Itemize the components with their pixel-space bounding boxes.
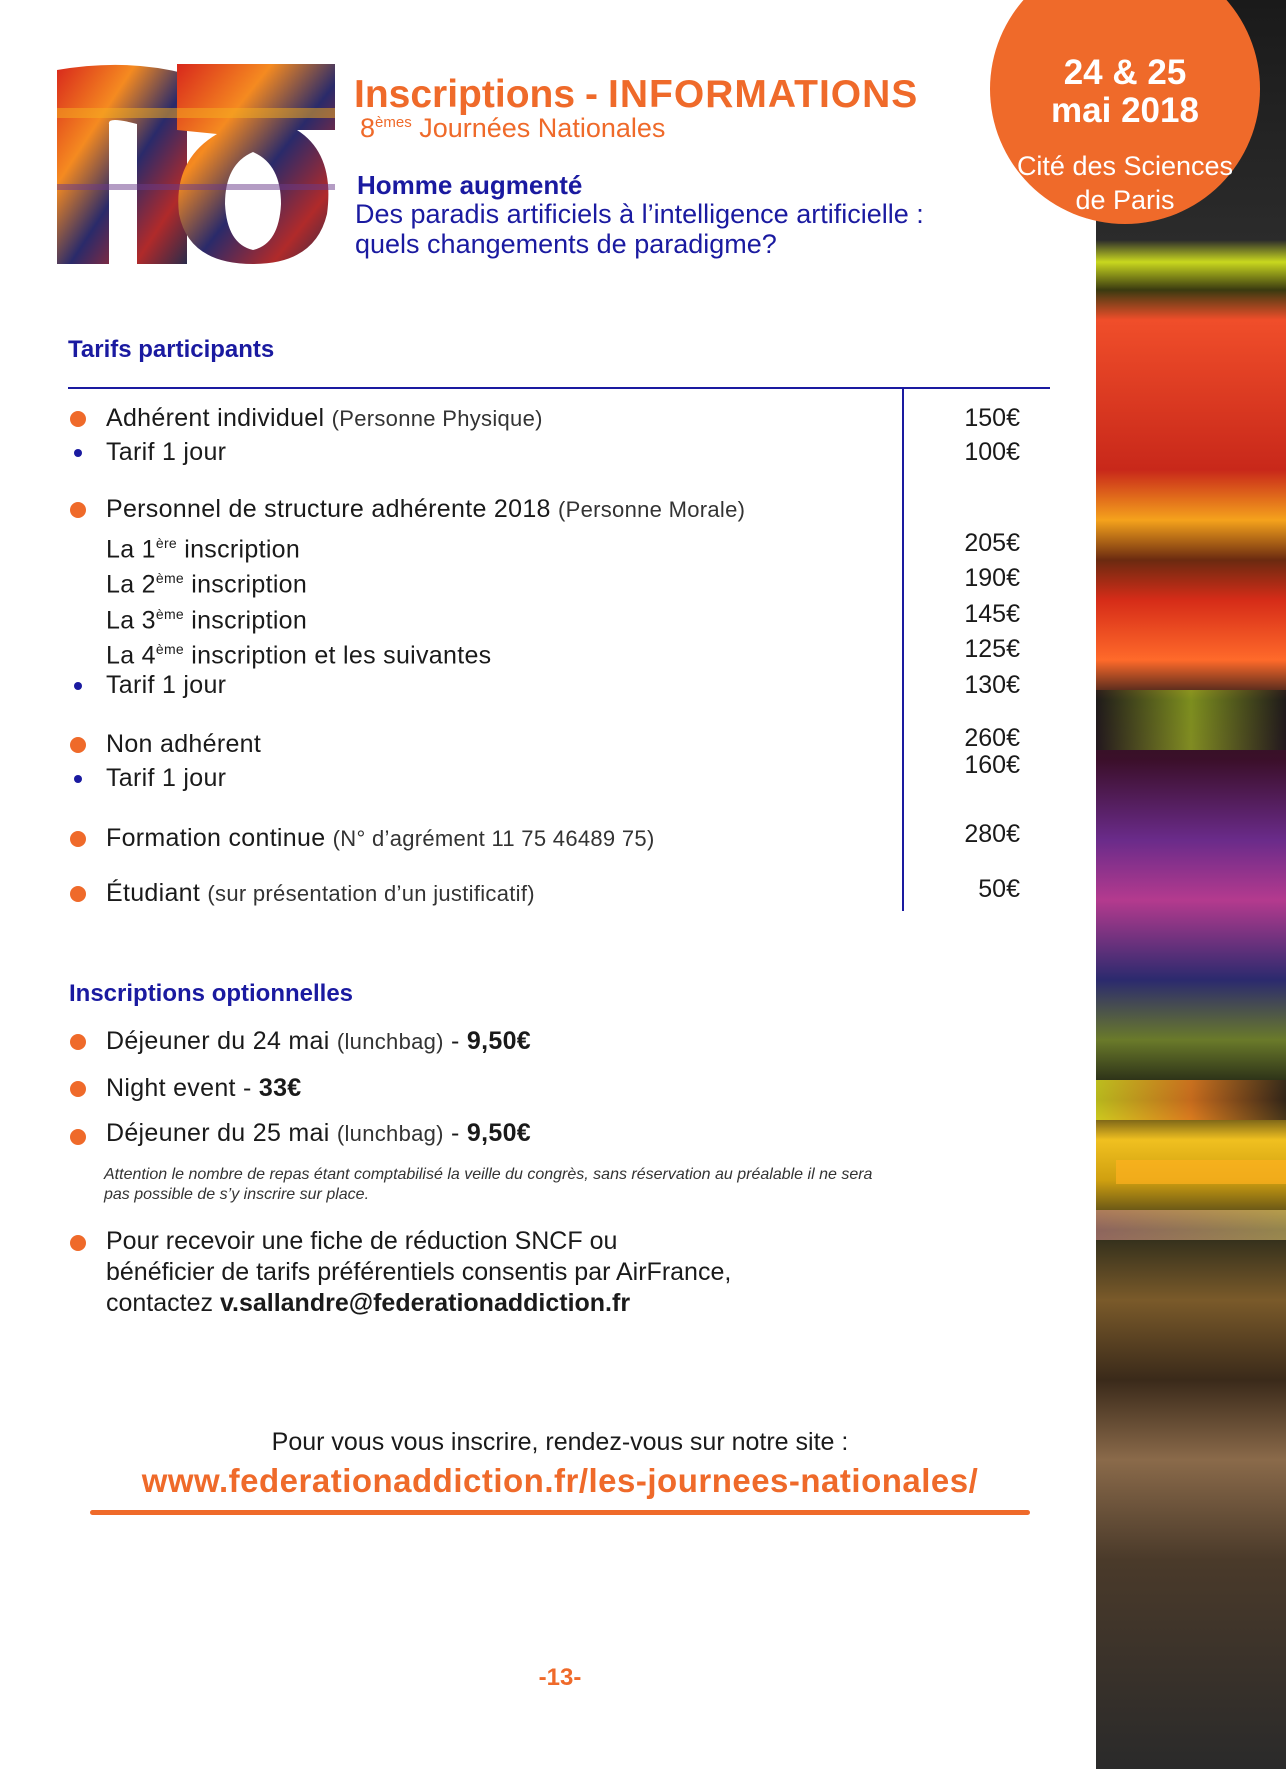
price-row: [0, 493, 1040, 525]
bullet-icon: [70, 1129, 86, 1145]
price-label: [106, 562, 307, 600]
price-row: [0, 436, 1040, 468]
title-separator: -: [585, 73, 599, 116]
label-text: Night event: [106, 1074, 236, 1102]
price-row: [0, 527, 1040, 564]
sub-bullet-icon: [74, 775, 82, 783]
title-part2: INFORMATIONS: [608, 73, 919, 116]
label-text: Formation continue: [106, 824, 326, 852]
price-row: [0, 562, 1040, 599]
bullet-icon: [70, 502, 86, 518]
price-value: 50€: [978, 875, 1020, 903]
price-row: [0, 724, 1040, 760]
subtitle-text: Journées Nationales: [419, 113, 666, 143]
bullet-icon: [70, 1081, 86, 1097]
registration-url-link[interactable]: www.federationaddiction.fr/les-journees-nationales/: [141, 1462, 979, 1499]
event-date-month: mai 2018: [1051, 91, 1199, 130]
price-label: Tarif 1 jour: [106, 671, 227, 699]
label-suffix: ème: [155, 641, 184, 657]
price-value: 150€: [964, 404, 1020, 432]
label-suffix: ème: [155, 606, 184, 622]
label-text: Déjeuner du 25 mai: [106, 1119, 330, 1147]
price-value: 260€: [964, 724, 1020, 752]
price-label: [106, 527, 300, 565]
label-dash: -: [235, 1074, 259, 1102]
subtitle-number: 8: [360, 113, 376, 143]
price-label: [106, 822, 655, 855]
label-suffix: ère: [155, 535, 177, 551]
price-value: 145€: [964, 600, 1020, 628]
contact-email-link[interactable]: v.sallandre@federationaddiction.fr: [219, 1289, 631, 1317]
optional-row: [0, 1072, 1040, 1104]
sub-bullet-icon: [74, 449, 82, 457]
price-row: [0, 402, 1040, 434]
footer-underline: [90, 1510, 1030, 1515]
price-row: [0, 751, 1040, 794]
price-value: 205€: [964, 529, 1020, 557]
label-text: La 3: [106, 606, 156, 635]
price-label: [106, 877, 535, 910]
label-text: inscription: [177, 535, 301, 564]
footer-intro: Pour vous vous inscrire, rendez-vous sur notre site :: [271, 1428, 849, 1456]
bullet-icon: [70, 831, 86, 847]
price-label: Tarif 1 jour: [106, 764, 227, 792]
page-title: [354, 73, 918, 117]
sub-bullet-icon: [74, 682, 82, 690]
contact-prefix: contactez: [106, 1289, 220, 1317]
label-suffix: ème: [155, 570, 184, 586]
bullet-icon: [70, 1235, 86, 1251]
label-text: La 1: [106, 535, 156, 564]
optional-row: [0, 1025, 1040, 1057]
price-row: [0, 822, 1040, 854]
label-note: (Personne Morale): [557, 497, 746, 522]
photo-band: [1096, 1210, 1286, 1240]
price-value: 190€: [964, 564, 1020, 592]
price-row: [0, 598, 1040, 635]
optional-label: [106, 1072, 302, 1104]
title-part1: Inscriptions: [354, 73, 576, 116]
theme-line: quels changements de paradigme?: [355, 229, 777, 259]
theme-line: Des paradis artificiels à l’intelligence artificielle :: [355, 199, 924, 229]
price-row: [0, 669, 1040, 701]
optional-row: [0, 1117, 1040, 1149]
label-text: Personnel de structure adhérente 2018: [106, 495, 551, 523]
label-text: Déjeuner du 24 mai: [106, 1027, 330, 1055]
label-text: inscription et les suivantes: [184, 641, 492, 670]
note-line: pas possible de s’y inscrire sur place.: [104, 1186, 370, 1203]
price-row: [0, 877, 1040, 909]
optional-price: 9,50€: [466, 1119, 531, 1147]
page-number: -13-: [538, 1664, 582, 1691]
contact-line: [106, 1288, 731, 1319]
event-date-badge: [990, 0, 1260, 224]
bullet-icon: [70, 737, 86, 753]
price-label: [106, 402, 543, 435]
label-note: (lunchbag): [336, 1121, 444, 1146]
price-label: [106, 493, 745, 526]
optional-price: 9,50€: [466, 1027, 531, 1055]
event-venue-line1: Cité des Sciences: [1016, 151, 1234, 181]
price-row: [0, 633, 1040, 670]
label-note: (sur présentation d’un justificatif): [207, 881, 535, 906]
label-text: Adhérent individuel: [106, 404, 325, 432]
price-label: Tarif 1 jour: [106, 438, 227, 466]
photo-band: [1116, 1160, 1286, 1184]
tarifs-heading: Tarifs participants: [68, 336, 275, 363]
contact-line: bénéficier de tarifs préférentiels consentis par AirFrance,: [106, 1258, 732, 1286]
meal-note: [104, 1165, 1044, 1205]
side-photo-strip: [1096, 0, 1286, 1769]
optional-label: [106, 1025, 531, 1058]
photo-band: [1096, 1080, 1286, 1120]
event-venue-line2: de Paris: [1075, 185, 1175, 215]
event-date-days: 24 & 25: [1063, 53, 1187, 92]
price-value: 130€: [964, 671, 1020, 699]
contact-text: [106, 1226, 731, 1319]
bullet-icon: [70, 886, 86, 902]
price-value: 100€: [964, 438, 1020, 466]
photo-band: [1096, 690, 1286, 750]
price-value: 160€: [964, 751, 1020, 779]
page-subtitle: [360, 113, 665, 144]
label-text: La 2: [106, 570, 156, 599]
label-note: (lunchbag): [336, 1029, 444, 1054]
optional-label: [106, 1117, 531, 1150]
label-dash: -: [443, 1119, 467, 1147]
bullet-icon: [70, 411, 86, 427]
optional-heading: Inscriptions optionnelles: [69, 980, 354, 1007]
price-label: Non adhérent: [106, 730, 262, 758]
label-note: (N° d’agrément 11 75 46489 75): [332, 826, 655, 851]
contact-line: Pour recevoir une fiche de réduction SNCF ou: [106, 1227, 618, 1255]
label-note: (Personne Physique): [331, 406, 543, 431]
label-text: inscription: [184, 606, 308, 635]
label-text: Étudiant: [106, 879, 201, 907]
label-text: inscription: [184, 570, 308, 599]
price-label: [106, 598, 307, 636]
price-value: 280€: [964, 820, 1020, 848]
bullet-icon: [70, 1034, 86, 1050]
optional-price: 33€: [258, 1074, 302, 1102]
price-value: 125€: [964, 635, 1020, 663]
journees-logo: [57, 64, 335, 264]
price-label: [106, 633, 491, 671]
label-text: La 4: [106, 641, 156, 670]
label-dash: -: [443, 1027, 467, 1055]
subtitle-suffix: èmes: [375, 114, 412, 131]
note-line: Attention le nombre de repas étant comptabilisé la veille du congrès, sans réservation au préalable il ne sera: [104, 1166, 873, 1183]
theme-title: Homme augmenté: [357, 170, 583, 200]
